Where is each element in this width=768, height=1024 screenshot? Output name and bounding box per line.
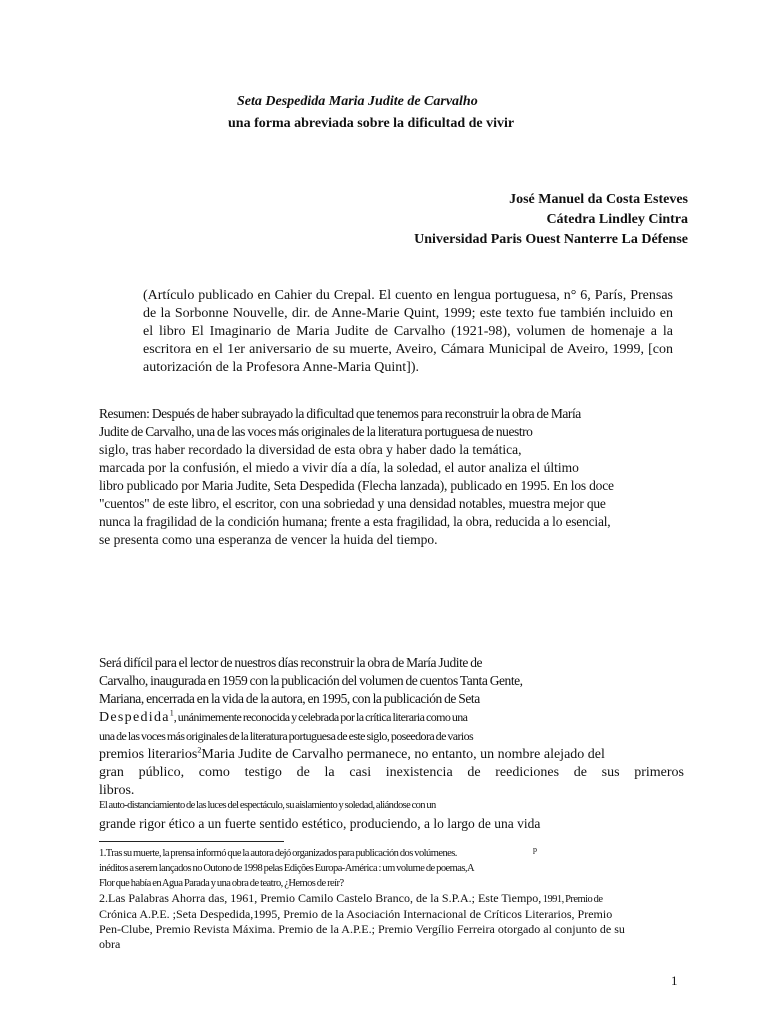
document-subtitle: una forma abreviada sobre la dificultad de vivir — [228, 116, 515, 131]
paragraph-line: grande rigor ético a un fuerte sentido estético, produciendo, a lo largo de una vida — [99, 816, 541, 831]
abstract-line: Resumen: Después de haber subrayado la dificultad que tenemos para reconstruir la obra de María — [99, 406, 581, 421]
body-paragraph — [99, 654, 684, 800]
publication-note: (Artículo publicado en Cahier du Crepal. El cuento en lengua portuguesa, n° 6, París, Prensas de la Sorbonne Nouvelle, dir. de Anne-Marie Quint, 1999; este texto fue también incluido en el libro El Imaginario de Maria Judite de Carvalho (1921-98), volumen de homenaje a la escritora en el 1er aniversario de su muerte, Aveiro, Cámara Municipal de Aveiro, 1999, [con autorización de la Profesora Anne-Maria Quint]). — [143, 288, 673, 375]
body-line-fragment: premios literarios — [99, 747, 198, 762]
footnote-separator — [99, 841, 284, 842]
footnote-fragment: 2.Las Palabras Ahorra das, 1961, Premio Camilo Castelo Branco, de la S.P.A.; Este Tiempo, — [99, 891, 542, 905]
body-line: libros. — [99, 783, 135, 798]
footnotes — [99, 846, 684, 952]
abstract — [99, 405, 684, 549]
footnote-1-line: 1.Tras su muerte, la prensa informó que la autora dejó organizados para publicación dos volúmenes. — [99, 848, 457, 859]
footnote-ref-1: 1 — [169, 708, 174, 718]
footnote-1-line: Flor que había en Agua Parada y una obra de teatro, ¿Hemos de reír? — [99, 878, 344, 889]
body-line: una de las voces más originales de la literatura portuguesa de este siglo, poseedora de varios — [99, 729, 474, 743]
second-paragraph — [99, 798, 684, 834]
footnote-2-line: Pen-Clube, Premio Revista Máxima. Premio de la A.P.E.; Premio Vergílio Ferreira otorgado al conjunto de su — [99, 922, 625, 936]
abstract-line: "cuentos" de este libro, el escritor, con una sobriedad y una densidad notables, muestra mejor que — [99, 496, 606, 511]
author-name: José Manuel da Costa Esteves — [509, 192, 688, 207]
body-line — [99, 708, 684, 727]
author-university: Universidad Paris Ouest Nanterre La Défense — [414, 232, 688, 247]
footnote-ref-2: 2 — [197, 745, 202, 755]
footnote-marker: p — [533, 845, 537, 854]
author-block — [414, 190, 688, 250]
abstract-line: nunca la fragilidad de la condición humana; frente a esta fragilidad, la obra, reducida a lo esencial, — [99, 514, 611, 529]
footnote-2-line: Crónica A.P.E. ;Seta Despedida,1995, Premio de la Asociación Internacional de Críticos Literarios, Premio — [99, 907, 613, 921]
page-number: 1 — [671, 973, 678, 988]
footnote-2-line — [99, 891, 684, 907]
book-title-inline: Despedida — [99, 710, 170, 725]
abstract-line: siglo, tras haber recordado la diversidad de esta obra y haber dado la temática, — [99, 442, 522, 457]
paragraph-line: El auto-distanciamiento de las luces del espectáculo, su aislamiento y soledad, aliándose con un — [99, 800, 436, 811]
abstract-line: marcada por la confusión, el miedo a vivir día a día, la soledad, el autor analiza el último — [99, 460, 579, 475]
body-line: Carvalho, inaugurada en 1959 con la publicación del volumen de cuentos Tanta Gente, — [99, 673, 523, 688]
abstract-line: se presenta como una esperanza de vencer la huida del tiempo. — [99, 532, 438, 547]
body-line-fragment: Maria Judite de Carvalho permanece, no entanto, un nombre alejado del — [201, 747, 605, 762]
abstract-line: libro publicado por Maria Judite, Seta Despedida (Flecha lanzada), publicado en 1995. En los doce — [99, 478, 614, 493]
footnote-fragment: 1991, Premio de — [541, 894, 603, 905]
body-line: gran público, como testigo de la casi inexistencia de reediciones de sus primeros — [99, 765, 684, 780]
footnote-1-line: inéditos a serem lançados no Outono de 1998 pelas Edições Europa-América : um volume de poemas,A — [99, 863, 474, 874]
footnote-2-line: obra — [99, 937, 121, 951]
body-line-fragment: , unánimemente reconocida y celebrada por la crítica literaria como una — [173, 710, 468, 724]
author-chair: Cátedra Lindley Cintra — [546, 212, 688, 227]
body-line — [99, 745, 684, 764]
body-line: Mariana, encerrada en la vida de la autora, en 1995, con la publicación de Seta — [99, 691, 480, 706]
body-line: Será difícil para el lector de nuestros días reconstruir la obra de María Judite de — [99, 655, 483, 670]
abstract-line: Judite de Carvalho, una de las voces más originales de la literatura portuguesa de nuestro — [99, 424, 533, 439]
document-title: Seta Despedida Maria Judite de Carvalho — [237, 94, 478, 109]
